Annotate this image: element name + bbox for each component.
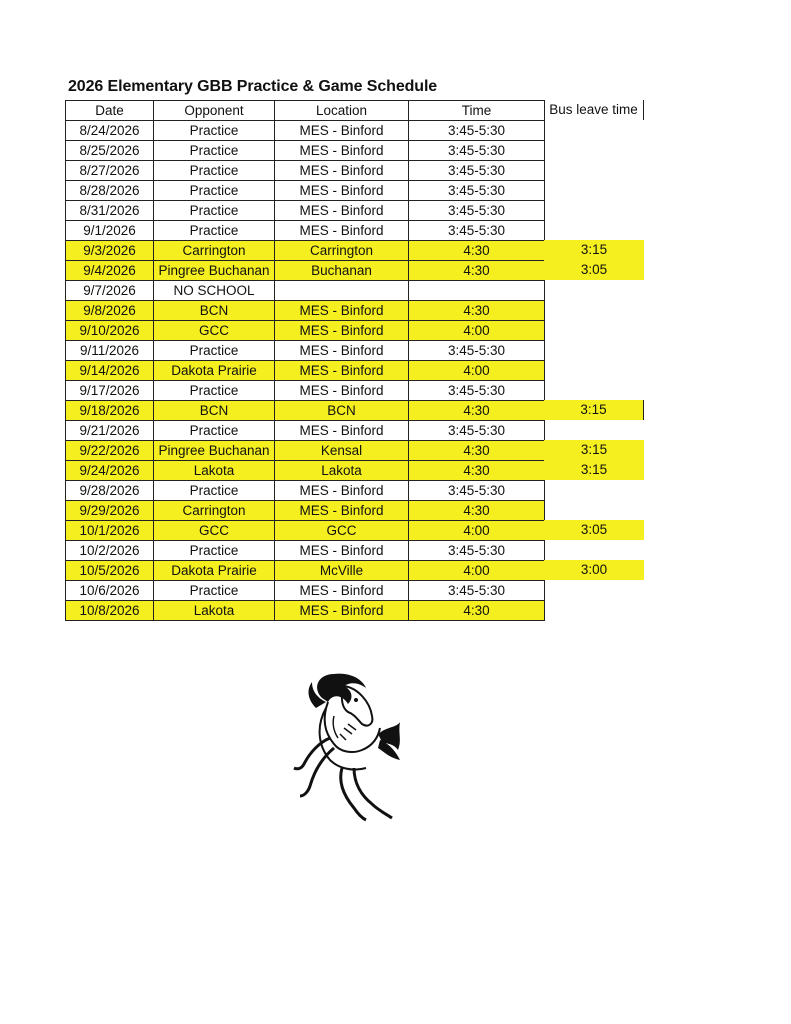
cell-date: 10/2/2026 [66, 541, 154, 561]
cell-date: 8/25/2026 [66, 141, 154, 161]
cell-location: MES - Binford [275, 141, 409, 161]
cell-opponent: Practice [154, 201, 275, 221]
cell-bus-leave: 3:15 [544, 400, 644, 420]
cell-opponent: Practice [154, 161, 275, 181]
cell-time: 3:45-5:30 [409, 201, 545, 221]
table-row [66, 461, 545, 481]
cell-bus-leave: 3:15 [544, 440, 644, 460]
cell-opponent: BCN [154, 401, 275, 421]
cell-bus-leave [544, 140, 644, 160]
table-row [66, 141, 545, 161]
cell-date: 9/10/2026 [66, 321, 154, 341]
cell-bus-leave [544, 540, 644, 560]
cell-bus-leave: 3:15 [544, 240, 644, 260]
cell-location: MES - Binford [275, 161, 409, 181]
cell-time: 3:45-5:30 [409, 221, 545, 241]
cell-date: 9/4/2026 [66, 261, 154, 281]
table-row [66, 161, 545, 181]
table-row [66, 121, 545, 141]
cell-opponent: Dakota Prairie [154, 361, 275, 381]
page-title: 2026 Elementary GBB Practice & Game Schedule [68, 78, 438, 95]
cell-location: MES - Binford [275, 201, 409, 221]
cell-location: MES - Binford [275, 181, 409, 201]
cell-location: MES - Binford [275, 321, 409, 341]
cell-location: MES - Binford [275, 221, 409, 241]
table-row [66, 321, 545, 341]
cell-date: 8/28/2026 [66, 181, 154, 201]
cell-time: 4:00 [409, 521, 545, 541]
cell-bus-leave [544, 600, 644, 620]
cell-bus-leave [544, 160, 644, 180]
cell-opponent: GCC [154, 321, 275, 341]
cell-bus-leave [544, 500, 644, 520]
table-row [66, 221, 545, 241]
cell-opponent: Lakota [154, 461, 275, 481]
header-row [66, 101, 545, 121]
cell-date: 9/24/2026 [66, 461, 154, 481]
cell-location: MES - Binford [275, 361, 409, 381]
cell-time: 3:45-5:30 [409, 381, 545, 401]
table-row [66, 481, 545, 501]
cell-location: MES - Binford [275, 301, 409, 321]
cell-time: 4:30 [409, 261, 545, 281]
cell-bus-leave [544, 220, 644, 240]
cell-location: MES - Binford [275, 381, 409, 401]
cell-location: MES - Binford [275, 581, 409, 601]
cell-bus-leave [544, 340, 644, 360]
cell-date: 9/21/2026 [66, 421, 154, 441]
cell-location: MES - Binford [275, 481, 409, 501]
cell-opponent: Pingree Buchanan [154, 261, 275, 281]
cell-date: 9/11/2026 [66, 341, 154, 361]
cell-time: 4:30 [409, 441, 545, 461]
cell-date: 9/7/2026 [66, 281, 154, 301]
table-row [66, 421, 545, 441]
cell-location: GCC [275, 521, 409, 541]
header-bus-leave-time: Bus leave time [544, 100, 644, 120]
cell-time: 3:45-5:30 [409, 141, 545, 161]
cell-bus-leave [544, 580, 644, 600]
cell-time: 4:30 [409, 601, 545, 621]
cell-time: 4:30 [409, 501, 545, 521]
cell-bus-leave [544, 300, 644, 320]
cell-location: Lakota [275, 461, 409, 481]
cell-opponent: Practice [154, 381, 275, 401]
table-row [66, 441, 545, 461]
header-opponent: Opponent [154, 101, 275, 121]
cell-opponent: Practice [154, 221, 275, 241]
cell-bus-leave [544, 120, 644, 140]
cell-bus-leave: 3:15 [544, 460, 644, 480]
cell-date: 8/24/2026 [66, 121, 154, 141]
cell-date: 9/18/2026 [66, 401, 154, 421]
cell-location: MES - Binford [275, 501, 409, 521]
cell-opponent: Pingree Buchanan [154, 441, 275, 461]
cell-opponent: NO SCHOOL [154, 281, 275, 301]
cell-location: Kensal [275, 441, 409, 461]
cell-opponent: Practice [154, 421, 275, 441]
cell-bus-leave [544, 280, 644, 300]
cell-location [275, 281, 409, 301]
cell-location: McVille [275, 561, 409, 581]
cell-time: 3:45-5:30 [409, 541, 545, 561]
schedule-table [65, 100, 545, 621]
cell-time: 3:45-5:30 [409, 121, 545, 141]
table-row [66, 241, 545, 261]
cell-opponent: Practice [154, 181, 275, 201]
cell-date: 8/31/2026 [66, 201, 154, 221]
cell-time: 4:00 [409, 561, 545, 581]
cell-date: 9/29/2026 [66, 501, 154, 521]
cell-time: 3:45-5:30 [409, 421, 545, 441]
cell-date: 9/17/2026 [66, 381, 154, 401]
cell-time: 4:30 [409, 461, 545, 481]
cell-location: Buchanan [275, 261, 409, 281]
cell-opponent: Practice [154, 341, 275, 361]
cell-opponent: Carrington [154, 241, 275, 261]
cell-bus-leave: 3:05 [544, 520, 644, 540]
cell-bus-leave [544, 200, 644, 220]
header-location: Location [275, 101, 409, 121]
cell-date: 9/1/2026 [66, 221, 154, 241]
cell-opponent: Practice [154, 581, 275, 601]
cell-location: MES - Binford [275, 341, 409, 361]
cell-time [409, 281, 545, 301]
cell-bus-leave [544, 380, 644, 400]
table-row [66, 261, 545, 281]
cell-bus-leave [544, 480, 644, 500]
cell-location: MES - Binford [275, 541, 409, 561]
table-row [66, 281, 545, 301]
cell-opponent: Practice [154, 481, 275, 501]
cell-bus-leave: 3:05 [544, 260, 644, 280]
table-row [66, 301, 545, 321]
cell-time: 3:45-5:30 [409, 481, 545, 501]
table-row [66, 581, 545, 601]
table-row [66, 381, 545, 401]
cell-bus-leave [544, 180, 644, 200]
cell-opponent: Lakota [154, 601, 275, 621]
cell-bus-leave: 3:00 [544, 560, 644, 580]
cell-opponent: Practice [154, 541, 275, 561]
bus-leave-column [544, 100, 644, 620]
cell-location: BCN [275, 401, 409, 421]
table-row [66, 501, 545, 521]
cell-bus-leave [544, 320, 644, 340]
cell-date: 9/14/2026 [66, 361, 154, 381]
cell-time: 4:00 [409, 321, 545, 341]
cell-time: 3:45-5:30 [409, 341, 545, 361]
cell-date: 10/6/2026 [66, 581, 154, 601]
table-row [66, 201, 545, 221]
table-row [66, 361, 545, 381]
table-row [66, 541, 545, 561]
cell-opponent: Carrington [154, 501, 275, 521]
header-time: Time [409, 101, 545, 121]
cell-location: MES - Binford [275, 421, 409, 441]
cell-date: 10/1/2026 [66, 521, 154, 541]
cell-time: 3:45-5:30 [409, 181, 545, 201]
cell-date: 9/28/2026 [66, 481, 154, 501]
cell-opponent: Practice [154, 121, 275, 141]
cell-date: 10/5/2026 [66, 561, 154, 581]
cell-location: Carrington [275, 241, 409, 261]
cell-opponent: Dakota Prairie [154, 561, 275, 581]
cell-time: 4:00 [409, 361, 545, 381]
cell-location: MES - Binford [275, 121, 409, 141]
cell-date: 9/3/2026 [66, 241, 154, 261]
cell-date: 10/8/2026 [66, 601, 154, 621]
mustang-horse-icon [282, 668, 406, 824]
header-date: Date [66, 101, 154, 121]
cell-opponent: BCN [154, 301, 275, 321]
table-row [66, 561, 545, 581]
cell-date: 8/27/2026 [66, 161, 154, 181]
cell-time: 3:45-5:30 [409, 581, 545, 601]
cell-date: 9/8/2026 [66, 301, 154, 321]
cell-time: 3:45-5:30 [409, 161, 545, 181]
cell-opponent: GCC [154, 521, 275, 541]
table-row [66, 181, 545, 201]
cell-time: 4:30 [409, 241, 545, 261]
table-row [66, 521, 545, 541]
cell-date: 9/22/2026 [66, 441, 154, 461]
table-row [66, 341, 545, 361]
cell-bus-leave [544, 360, 644, 380]
cell-location: MES - Binford [275, 601, 409, 621]
cell-time: 4:30 [409, 301, 545, 321]
schedule-body [66, 101, 545, 621]
cell-opponent: Practice [154, 141, 275, 161]
cell-bus-leave [544, 420, 644, 440]
table-row [66, 401, 545, 421]
cell-time: 4:30 [409, 401, 545, 421]
table-row [66, 601, 545, 621]
